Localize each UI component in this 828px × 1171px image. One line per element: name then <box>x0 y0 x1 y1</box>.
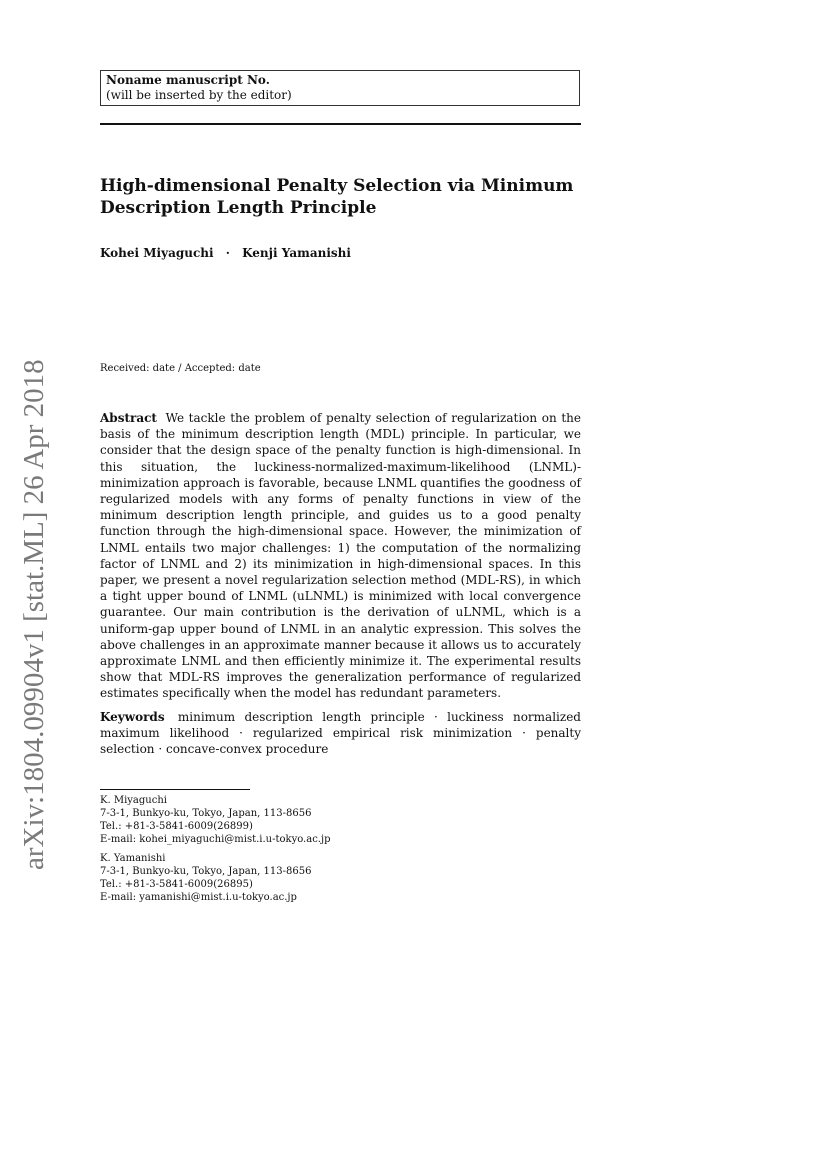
paper-title <box>100 175 660 219</box>
affiliation-address: 7-3-1, Bunkyo-ku, Tokyo, Japan, 113-8656 <box>100 866 312 877</box>
affiliation-block <box>100 794 580 846</box>
author-name: Kenji Yamanishi <box>242 246 351 260</box>
footnote-rule <box>100 789 250 790</box>
abstract <box>100 410 581 702</box>
affiliation-email: E-mail: kohei_miyaguchi@mist.i.u-tokyo.ac.jp <box>100 834 331 845</box>
keywords-text: minimum description length principle · luckiness normalized maximum likelihood · regularized empirical risk minimization · penalty selection · concave-convex procedure <box>100 710 581 757</box>
affiliation-name: K. Yamanishi <box>100 853 166 864</box>
author-separator: · <box>225 246 230 260</box>
header-rule <box>100 123 581 125</box>
abstract-text: We tackle the problem of penalty selection of regularization on the basis of the minimum description length (MDL) principle. In particular, we consider that the design space of the penalty function is high-dimensional. In this situation, the luckiness-normalized-maximum-likelihood (LNML)-minimization approach is favorable, because LNML quantifies the goodness of regularized models with any forms of penalty functions in view of the minimum description length principle, and guides us to a good penalty function through the high-dimensional space. However, the minimization of LNML entails two major challenges: 1) the computation of the normalizing factor of LNML and 2) its minimization in high-dimensional spaces. In this paper, we present a novel regularization selection method (MDL-RS), in which a tight upper bound of LNML (uLNML) is minimized with local convergence guarantee. Our main contribution is the derivation of uLNML, which is a uniform-gap upper bound of LNML in an analytic expression. This solves the above challenges in an approximate manner because it allows us to accurately approximate LNML and then efficiently minimize it. The experimental results show that MDL-RS improves the generalization performance of regularized estimates specifically when the model has redundant parameters. <box>100 411 581 701</box>
manuscript-number: Noname manuscript No. <box>106 73 270 87</box>
affiliation-name: K. Miyaguchi <box>100 795 167 806</box>
keywords <box>100 709 581 758</box>
affiliation-tel: Tel.: +81-3-5841-6009(26899) <box>100 821 253 832</box>
affiliation-tel: Tel.: +81-3-5841-6009(26895) <box>100 879 253 890</box>
keywords-label: Keywords <box>100 710 165 724</box>
abstract-label: Abstract <box>100 411 157 425</box>
arxiv-identifier-stamp: arXiv:1804.09904v1 [stat.ML] 26 Apr 2018 <box>18 359 50 870</box>
author-list <box>100 246 351 260</box>
title-line-2: Description Length Principle <box>100 198 377 218</box>
affiliation-email: E-mail: yamanishi@mist.i.u-tokyo.ac.jp <box>100 892 297 903</box>
received-accepted-date: Received: date / Accepted: date <box>100 363 261 374</box>
editor-note: (will be inserted by the editor) <box>106 88 292 102</box>
author-name: Kohei Miyaguchi <box>100 246 214 260</box>
title-line-1: High-dimensional Penalty Selection via Minimum <box>100 176 574 196</box>
affiliation-block <box>100 852 580 904</box>
affiliation-address: 7-3-1, Bunkyo-ku, Tokyo, Japan, 113-8656 <box>100 808 312 819</box>
manuscript-header-box <box>100 70 580 106</box>
